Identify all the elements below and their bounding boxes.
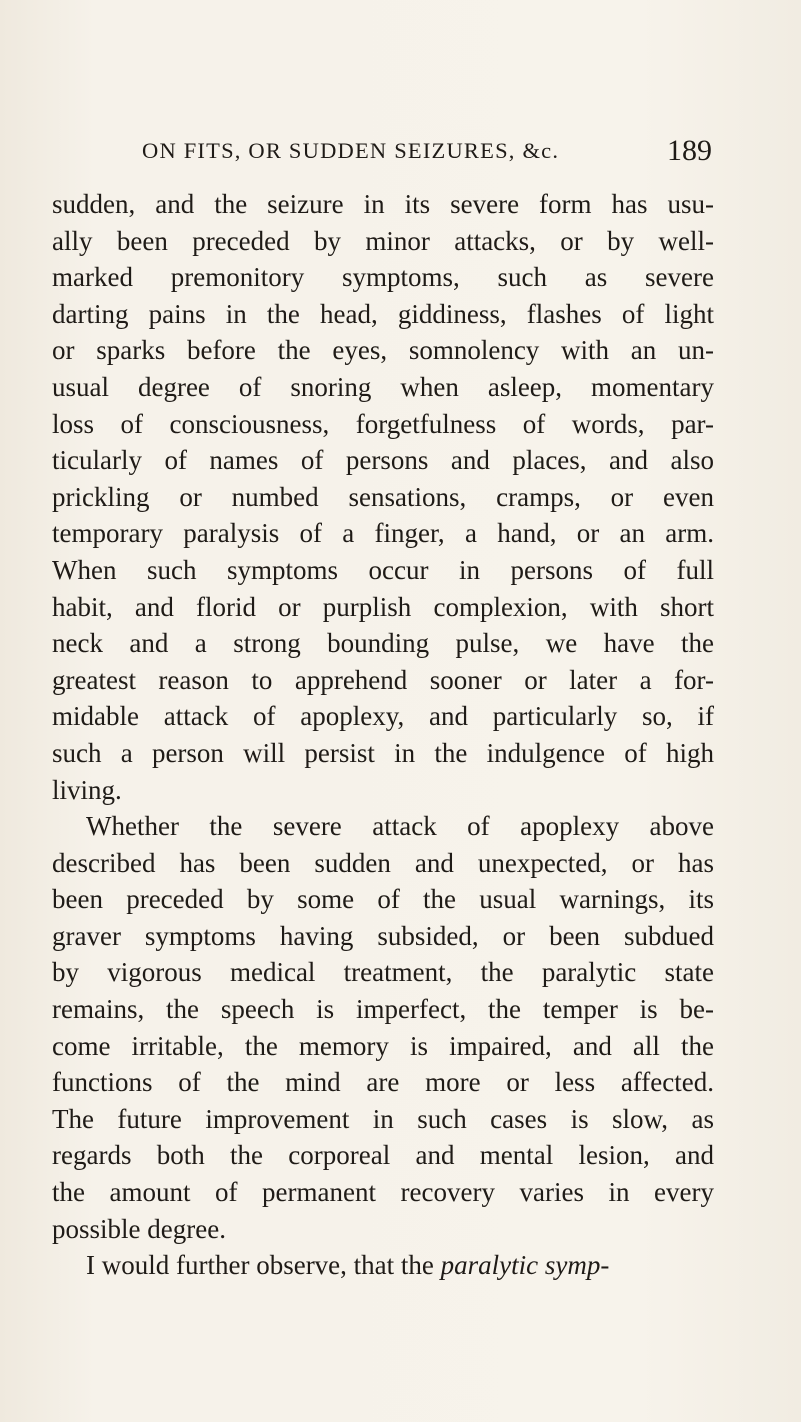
text-line: neck and a strong bounding pulse, we have the bbox=[52, 628, 714, 659]
italic-text: paralytic symp- bbox=[440, 1250, 610, 1281]
text-line: regards both the corporeal and mental lesion, and bbox=[52, 1140, 714, 1171]
text-line: loss of consciousness, forgetfulness of words, par- bbox=[52, 408, 714, 439]
text-line: graver symptoms having subsided, or been subdued bbox=[52, 920, 714, 951]
text-line: the amount of permanent recovery varies in every bbox=[52, 1177, 714, 1208]
text-line: possible degree. bbox=[52, 1213, 226, 1244]
running-head bbox=[142, 134, 712, 170]
text-line: functions of the mind are more or less affected. bbox=[52, 1067, 714, 1098]
text-line: ally been preceded by minor attacks, or by well- bbox=[52, 225, 714, 256]
body-text bbox=[52, 186, 714, 1284]
text-line bbox=[52, 1247, 714, 1284]
text-line: marked premonitory symptoms, such as severe bbox=[52, 262, 714, 293]
text-line: sudden, and the seizure in its severe form has usu- bbox=[52, 189, 714, 219]
text-line: greatest reason to apprehend sooner or later a for- bbox=[52, 664, 714, 695]
page-number: 189 bbox=[667, 134, 712, 167]
text-line: Whether the severe attack of apoplexy above bbox=[86, 811, 714, 842]
text-line: remains, the speech is imperfect, the temper is be- bbox=[52, 994, 714, 1025]
text-lead: I would further observe, that the bbox=[86, 1250, 441, 1281]
text-line: habit, and florid or purplish complexion, with short bbox=[52, 591, 714, 622]
text-line: living. bbox=[52, 774, 122, 805]
text-line: usual degree of snoring when asleep, momentary bbox=[52, 371, 714, 402]
text-line: The future improvement in such cases is slow, as bbox=[52, 1103, 714, 1134]
text-line: temporary paralysis of a finger, a hand, or an arm. bbox=[52, 518, 714, 549]
text-line: or sparks before the eyes, somnolency with an un- bbox=[52, 335, 714, 366]
running-title: ON FITS, OR SUDDEN SEIZURES, &c. bbox=[142, 138, 560, 163]
text-line: When such symptoms occur in persons of full bbox=[52, 554, 714, 585]
text-line: described has been sudden and unexpected, or has bbox=[52, 847, 714, 878]
text-line: such a person will persist in the indulgence of high bbox=[52, 737, 714, 768]
text-line: midable attack of apoplexy, and particularly so, if bbox=[52, 701, 714, 732]
text-line: come irritable, the memory is impaired, and all the bbox=[52, 1030, 714, 1061]
text-line: darting pains in the head, giddiness, flashes of light bbox=[52, 298, 714, 329]
text-line: by vigorous medical treatment, the paralytic state bbox=[52, 957, 714, 988]
text-line: been preceded by some of the usual warnings, its bbox=[52, 884, 714, 915]
text-line: prickling or numbed sensations, cramps, or even bbox=[52, 481, 714, 512]
text-line: ticularly of names of persons and places, and also bbox=[52, 445, 714, 476]
